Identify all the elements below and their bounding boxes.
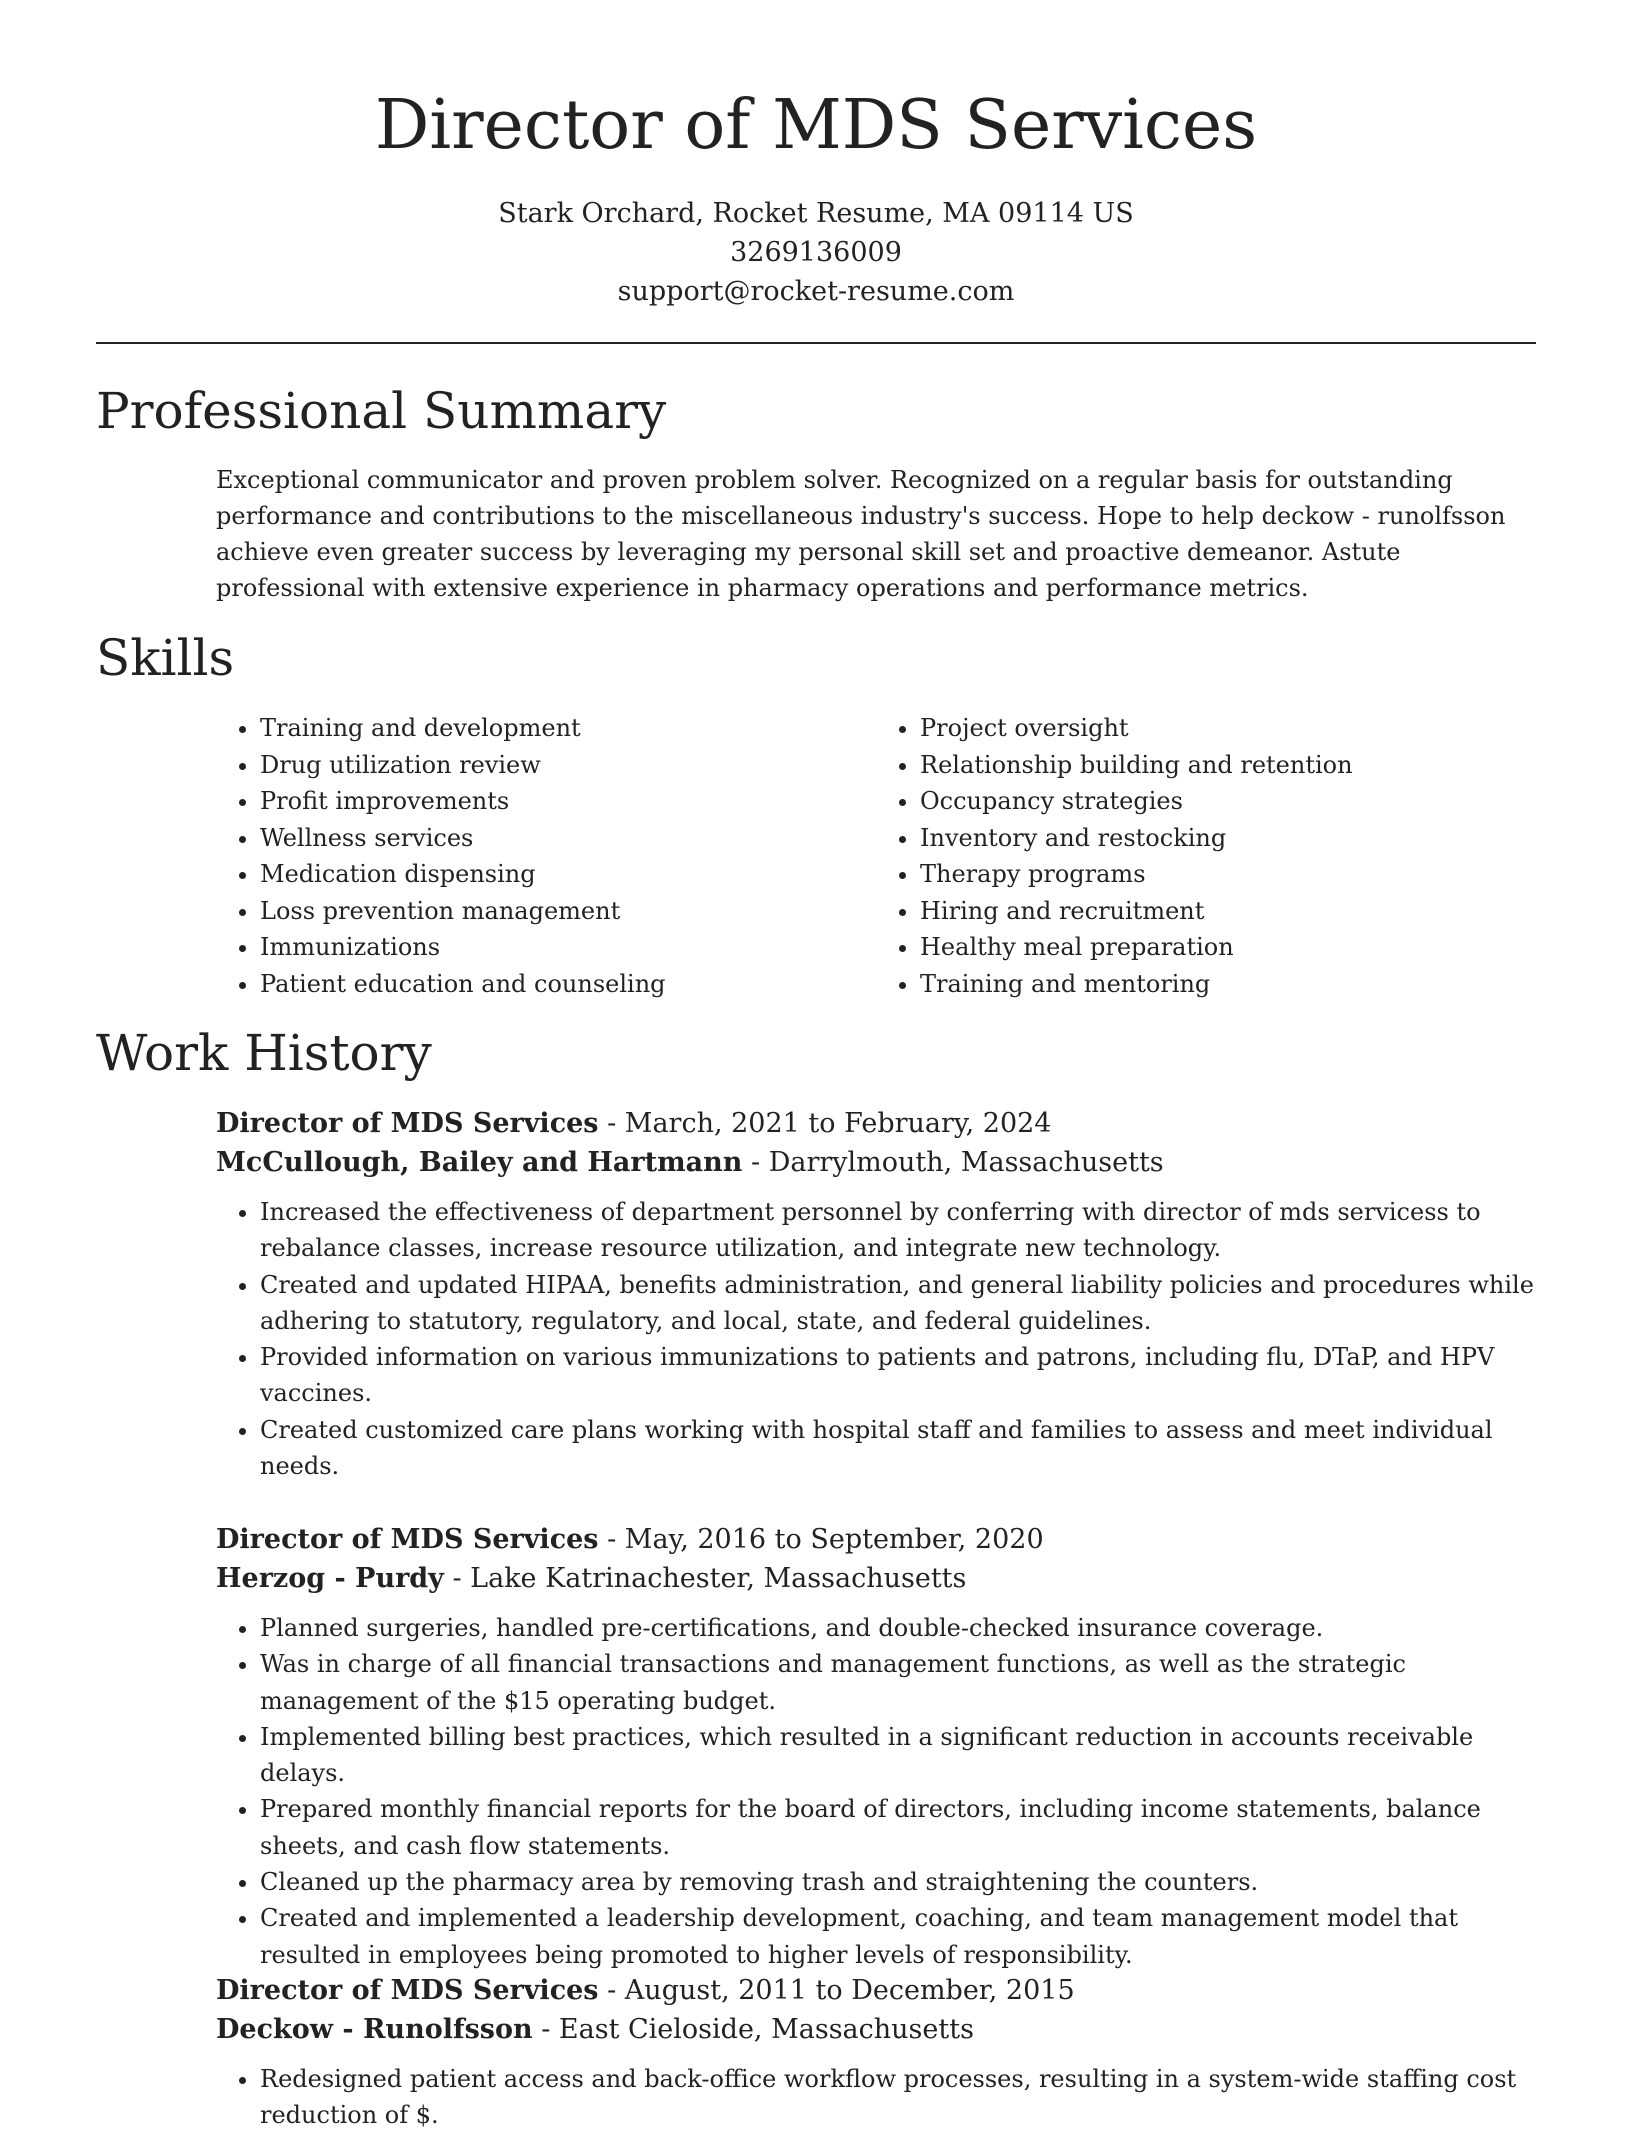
skill-item: • Healthy meal preparation [920, 929, 1536, 966]
skills-heading: Skills [96, 629, 235, 687]
skill-item: • Training and mentoring [920, 966, 1536, 1003]
skill-item: • Profit improvements [260, 783, 876, 820]
skill-item: • Medication dispensing [260, 856, 876, 893]
skill-item: • Training and development [260, 710, 876, 747]
skills-list [216, 710, 1536, 1002]
skills-column-right [876, 710, 1536, 1002]
job-dates: - May, 2016 to September, 2020 [598, 1524, 1044, 1555]
skill-item: • Drug utilization review [260, 747, 876, 784]
job-title-line [216, 1104, 1538, 1143]
job-bullet: • Created and implemented a leadership development, coaching, and team management model that resulted in employees being promoted to higher levels of responsibility. [260, 1900, 1538, 1973]
job-company-line [216, 2010, 1538, 2049]
summary-heading: Professional Summary [96, 382, 667, 440]
contact-block [0, 194, 1632, 311]
job-bullet: • Redesigned patient access and back-office workflow processes, resulting in a system-wide staffing cost reduction of $. [260, 2061, 1538, 2134]
job-bullets [216, 1610, 1538, 1973]
job-bullet: • Created customized care plans working with hospital staff and families to assess and meet individual needs. [260, 1412, 1538, 1485]
skill-item: • Inventory and restocking [920, 820, 1536, 857]
skills-column-left [216, 710, 876, 1002]
job-role: Director of MDS Services [216, 1524, 599, 1555]
contact-address: Stark Orchard, Rocket Resume, MA 09114 US [498, 198, 1134, 229]
skill-item: • Immunizations [260, 929, 876, 966]
job-location: - East Cieloside, Massachusetts [532, 2014, 974, 2045]
job-role: Director of MDS Services [216, 1975, 599, 2006]
job-bullet: • Increased the effectiveness of department personnel by conferring with director of mds servicess to rebalance classes, increase resource utilization, and integrate new technology. [260, 1194, 1538, 1267]
skill-item: • Therapy programs [920, 856, 1536, 893]
resume-header [0, 0, 1632, 311]
skill-item: • Wellness services [260, 820, 876, 857]
skill-item: • Patient education and counseling [260, 966, 876, 1003]
job-bullets [216, 2061, 1538, 2134]
skill-item: • Occupancy strategies [920, 783, 1536, 820]
job-entry [216, 1520, 1538, 1973]
header-divider [96, 342, 1536, 344]
job-company-line [216, 1143, 1538, 1182]
summary-text: Exceptional communicator and proven problem solver. Recognized on a regular basis for outstanding performance and contributions to the miscellaneous industry's success. Hope to help deckow - runolfsson achieve even greater success by leveraging my personal skill set and proactive demeanor. Astute professional with extensive experience in pharmacy operations and performance metrics. [216, 466, 1506, 602]
skill-item: • Loss prevention management [260, 893, 876, 930]
resume-name: Director of MDS Services [374, 86, 1258, 165]
job-company: Herzog - Purdy [216, 1563, 444, 1594]
job-title-line [216, 1971, 1538, 2010]
job-entry [216, 1104, 1538, 1484]
job-location: - Lake Katrinachester, Massachusetts [443, 1563, 967, 1594]
job-bullet: • Cleaned up the pharmacy area by removing trash and straightening the counters. [260, 1864, 1538, 1900]
job-bullet: • Was in charge of all financial transactions and management functions, as well as the strategic management of the $15 operating budget. [260, 1646, 1538, 1719]
job-role: Director of MDS Services [216, 1108, 599, 1139]
job-bullets [216, 1194, 1538, 1484]
skill-item: • Project oversight [920, 710, 1536, 747]
contact-email: support@rocket-resume.com [617, 276, 1015, 307]
job-bullet: • Created and updated HIPAA, benefits administration, and general liability policies and procedures while adhering to statutory, regulatory, and local, state, and federal guidelines. [260, 1267, 1538, 1340]
job-company-line [216, 1559, 1538, 1598]
skill-item: • Relationship building and retention [920, 747, 1536, 784]
job-bullet: • Prepared monthly financial reports for the board of directors, including income statements, balance sheets, and cash flow statements. [260, 1791, 1538, 1864]
contact-phone: 3269136009 [730, 237, 902, 268]
job-location: - Darrylmouth, Massachusetts [742, 1147, 1164, 1178]
job-dates: - August, 2011 to December, 2015 [598, 1975, 1075, 2006]
work-history-heading: Work History [96, 1024, 432, 1082]
job-entry [216, 1971, 1538, 2134]
job-title-line [216, 1520, 1538, 1559]
job-bullet: • Planned surgeries, handled pre-certifications, and double-checked insurance coverage. [260, 1610, 1538, 1646]
job-bullet: • Implemented billing best practices, which resulted in a significant reduction in accounts receivable delays. [260, 1719, 1538, 1792]
job-bullet: • Provided information on various immunizations to patients and patrons, including flu, DTaP, and HPV vaccines. [260, 1339, 1538, 1412]
job-company: McCullough, Bailey and Hartmann [216, 1147, 743, 1178]
job-company: Deckow - Runolfsson [216, 2014, 533, 2045]
job-dates: - March, 2021 to February, 2024 [598, 1108, 1052, 1139]
skill-item: • Hiring and recruitment [920, 893, 1536, 930]
